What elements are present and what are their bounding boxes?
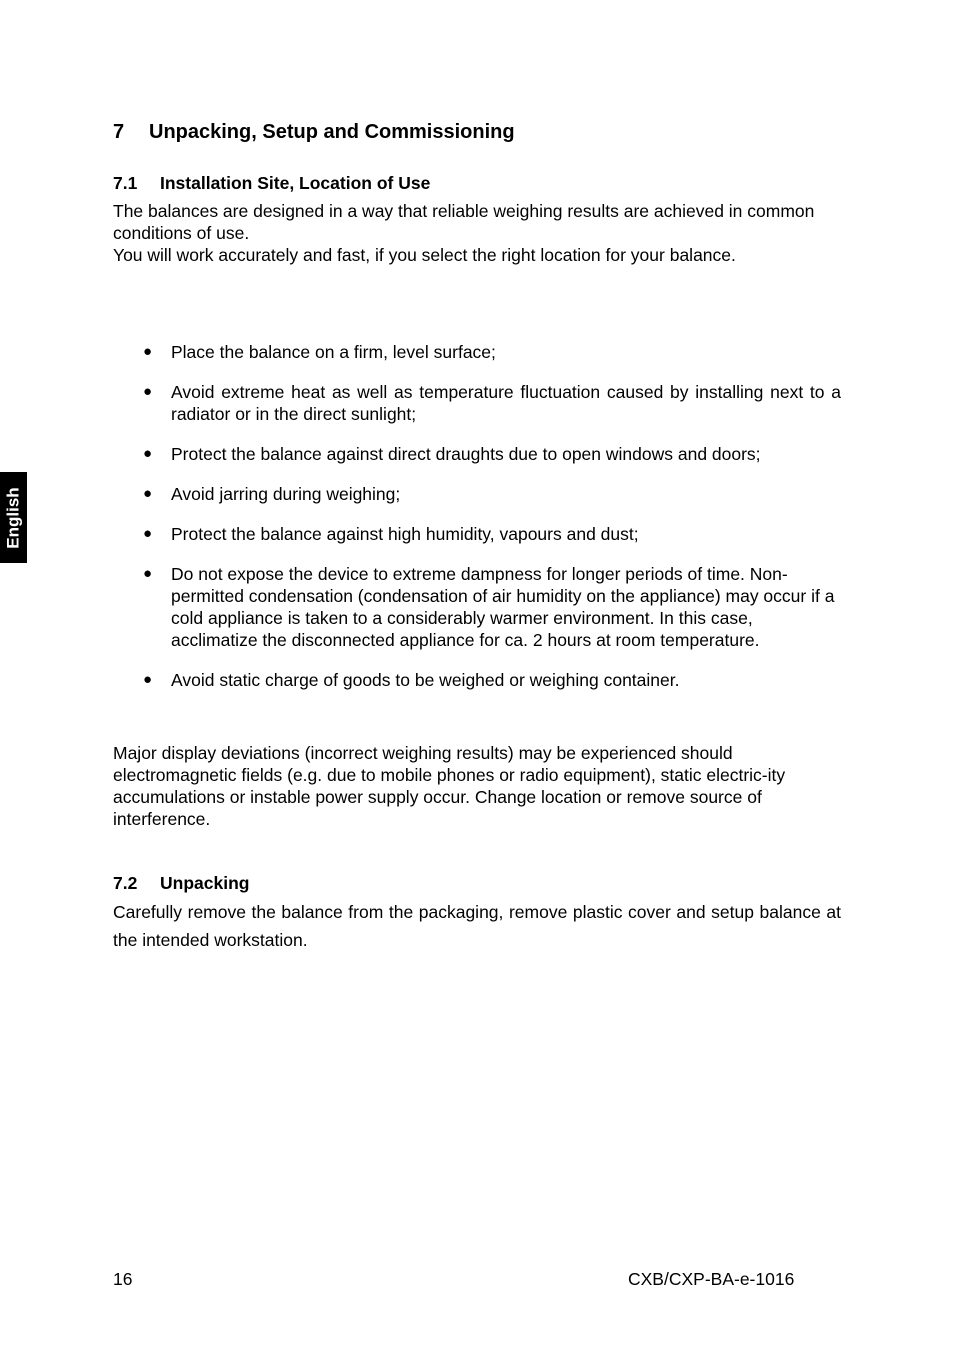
language-side-tab bbox=[0, 472, 27, 563]
bullet-icon: ● bbox=[143, 485, 153, 502]
location-requirements-list bbox=[113, 341, 841, 709]
bullet-icon: ● bbox=[143, 383, 153, 400]
section-7-1-intro bbox=[113, 200, 841, 266]
list-item bbox=[113, 563, 841, 651]
bullet-icon: ● bbox=[143, 671, 153, 688]
page-number: 16 bbox=[113, 1269, 133, 1289]
intro-line-2: You will work accurately and fast, if you select the right location for your balance. bbox=[113, 245, 736, 265]
chapter-number: 7 bbox=[113, 121, 125, 143]
section-7-2-number: 7.2 bbox=[113, 873, 138, 893]
list-item bbox=[113, 443, 841, 465]
list-item-text: Protect the balance against high humidity, vapours and dust; bbox=[171, 524, 639, 544]
list-item bbox=[113, 669, 841, 691]
list-item-text: Do not expose the device to extreme dampness for longer periods of time. Non-permitted condensation (condensation of air humidity on the appliance) may occur if a cold appliance is taken to a considerably warmer environment. In this case, acclimatize the disconnected appliance for ca. 2 hours at room temperature. bbox=[171, 564, 835, 650]
unpacking-instructions: Carefully remove the balance from the packaging, remove plastic cover and setup balance at the intended workstation. bbox=[113, 902, 841, 950]
list-item bbox=[113, 341, 841, 363]
chapter-heading bbox=[113, 121, 515, 144]
language-tab-label: English bbox=[3, 486, 23, 549]
bullet-icon: ● bbox=[143, 565, 153, 582]
list-item-text: Avoid jarring during weighing; bbox=[171, 484, 401, 504]
list-item bbox=[113, 523, 841, 545]
list-item-text: Place the balance on a firm, level surface; bbox=[171, 342, 496, 362]
list-item-text: Avoid static charge of goods to be weighed or weighing container. bbox=[171, 670, 680, 690]
list-item bbox=[113, 483, 841, 505]
list-item bbox=[113, 381, 841, 425]
document-id: CXB/CXP-BA-e-1016 bbox=[628, 1269, 795, 1289]
section-7-2-heading bbox=[113, 873, 249, 894]
section-7-2-title: Unpacking bbox=[160, 873, 250, 893]
bullet-icon: ● bbox=[143, 343, 153, 360]
bullet-icon: ● bbox=[143, 445, 153, 462]
list-item-text: Avoid extreme heat as well as temperature fluctuation caused by installing next to a radiator or in the direct sunlight; bbox=[171, 382, 841, 424]
section-7-1-number: 7.1 bbox=[113, 173, 138, 193]
interference-note: Major display deviations (incorrect weighing results) may be experienced should electromagnetic fields (e.g. due to mobile phones or radio equipment), static electric-ity accumulations or instable power supply occur. Change location or remove source of interference. bbox=[113, 743, 786, 829]
section-7-1-title: Installation Site, Location of Use bbox=[160, 173, 431, 193]
section-7-1-heading bbox=[113, 173, 430, 194]
list-item-text: Protect the balance against direct draughts due to open windows and doors; bbox=[171, 444, 761, 464]
bullet-icon: ● bbox=[143, 525, 153, 542]
intro-line-1: The balances are designed in a way that reliable weighing results are achieved in common conditions of use. bbox=[113, 201, 815, 243]
chapter-title: Unpacking, Setup and Commissioning bbox=[149, 121, 515, 143]
